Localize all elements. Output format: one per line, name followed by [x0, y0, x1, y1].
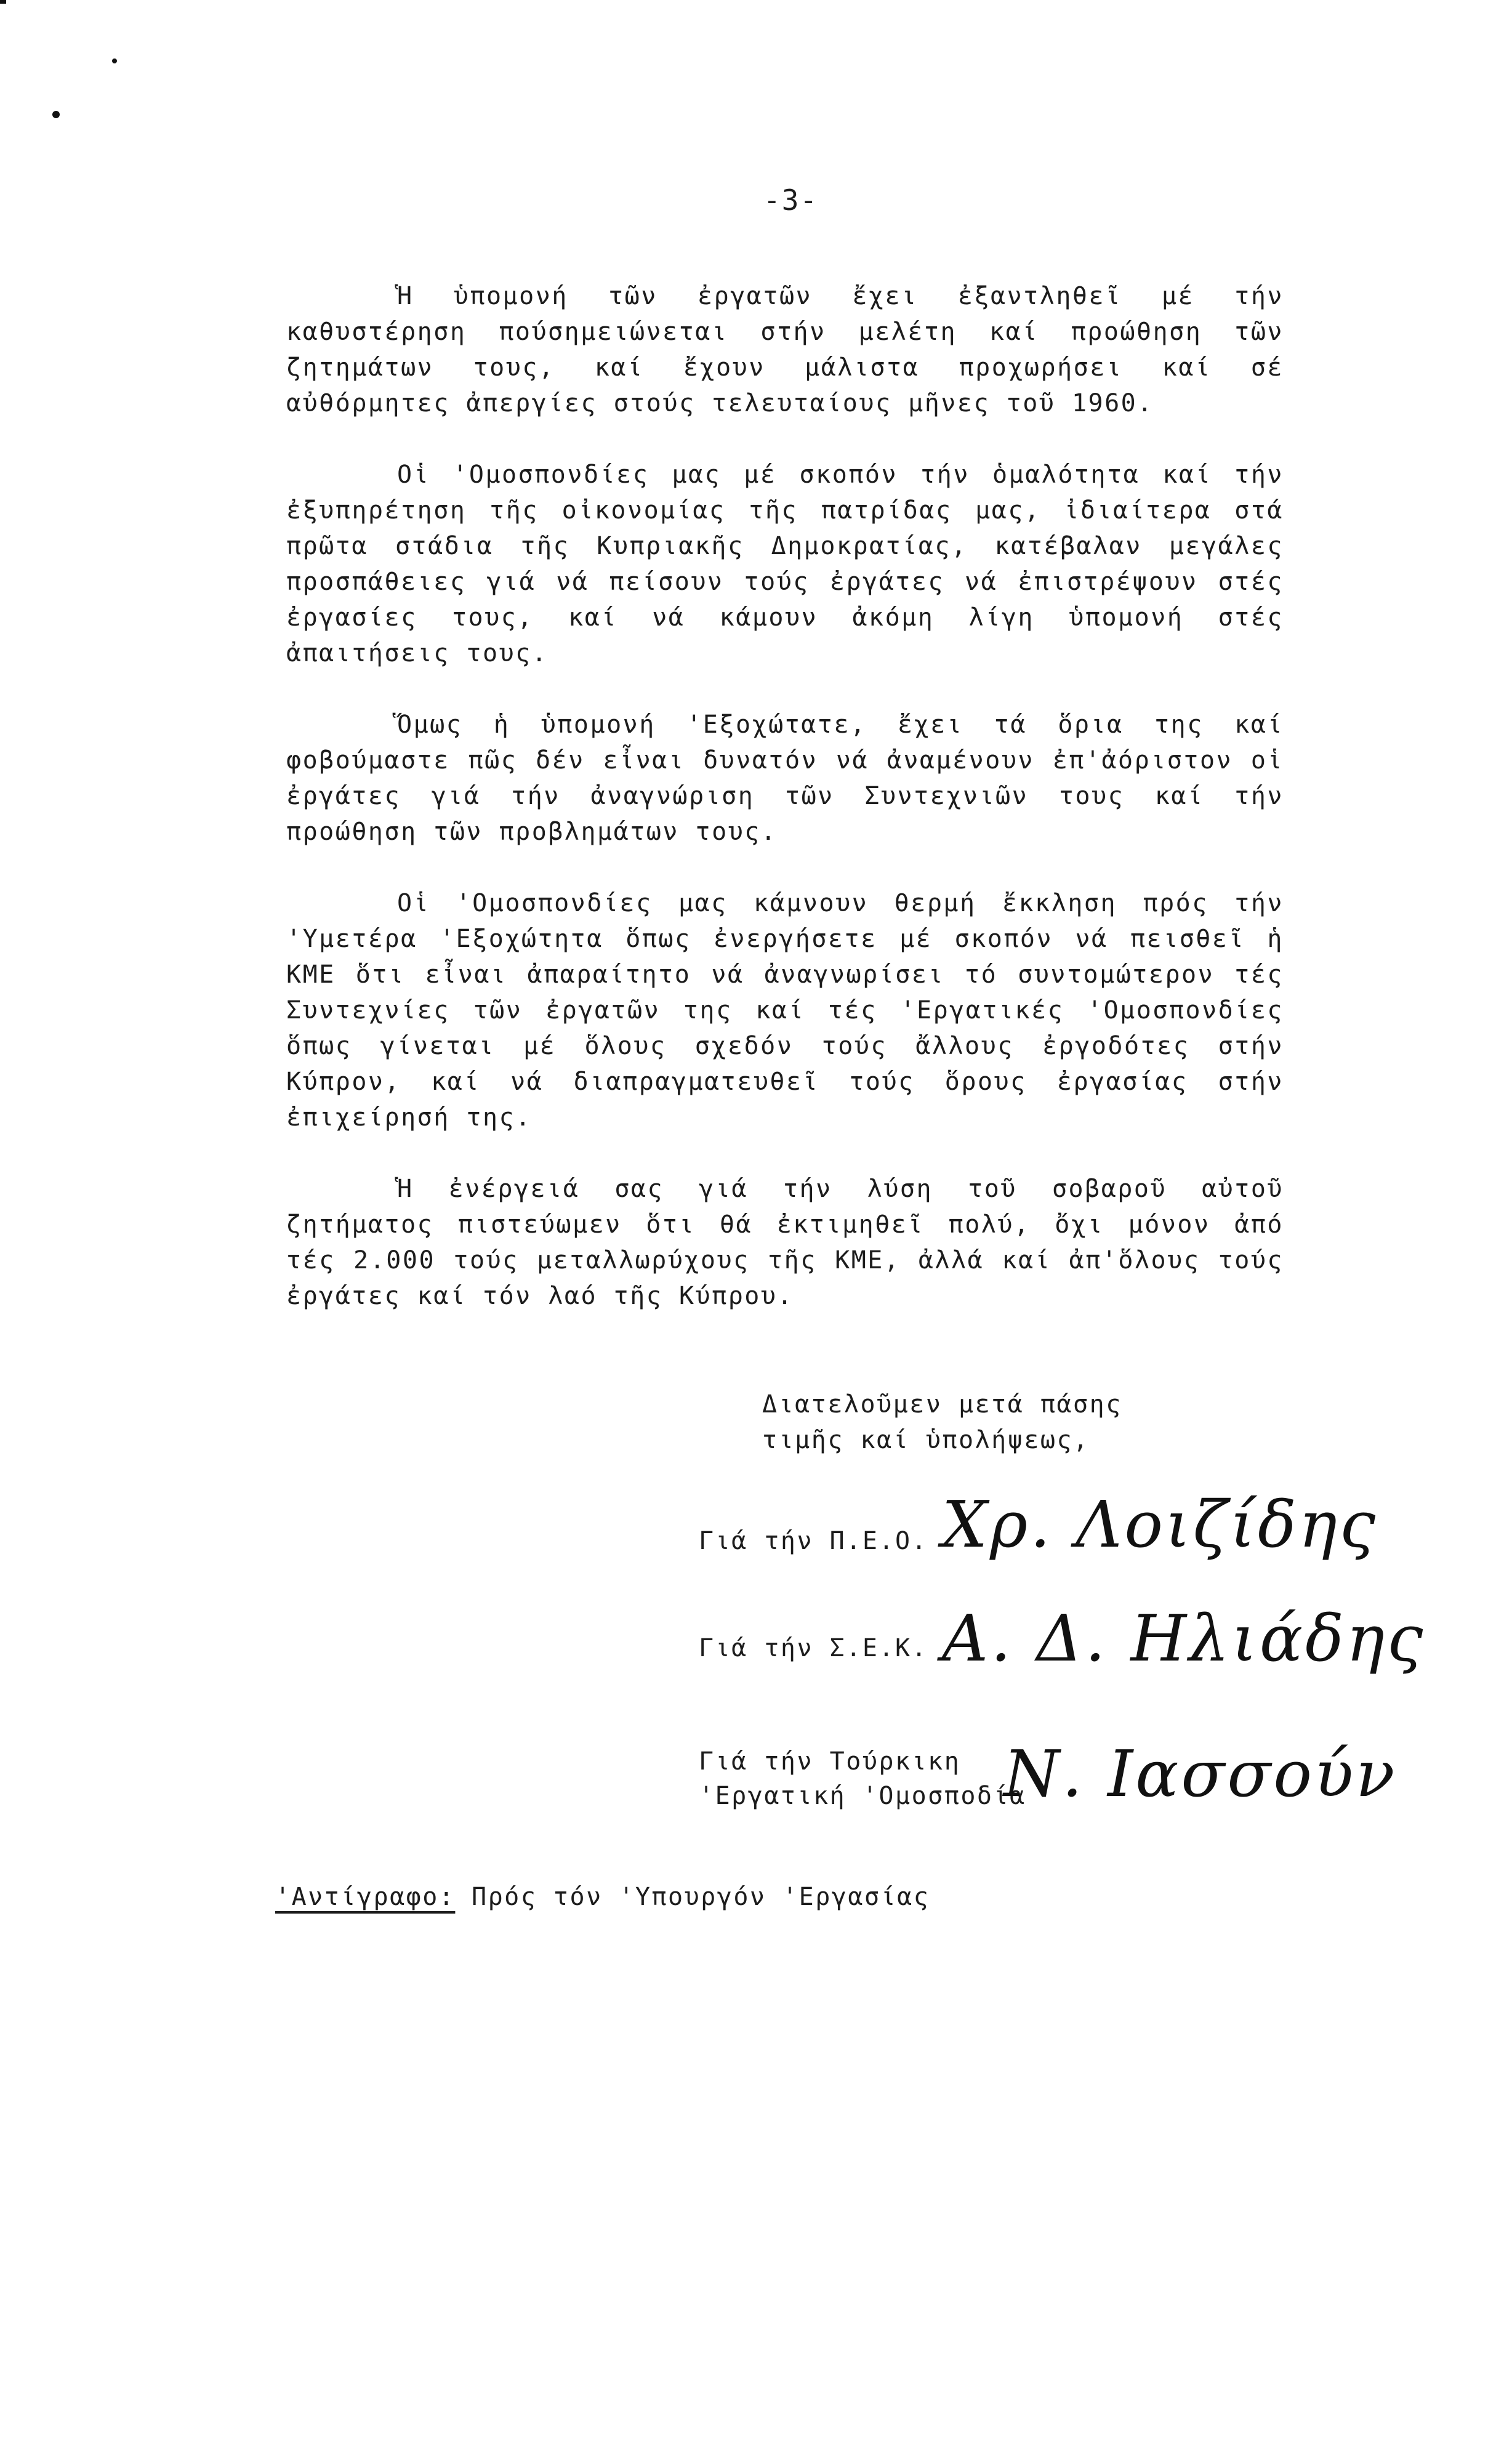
paragraph: Ὅμως ἡ ὑπομονή 'Εξοχώτατε, ἔχει τά ὅρια της καί φοβούμαστε πῶς δέν εἶναι δυνατόν νά ἀναμένουν ἐπ'ἀόριστον οἱ ἐργάτες γιά τήν ἀναγνώριση τῶν Συντεχνιῶν τους καί τήν προώθηση τῶν προβλημάτων τους. — [286, 711, 1284, 846]
scan-speck — [52, 111, 60, 118]
paragraph: Ἡ ἐνέργειά σας γιά τήν λύση τοῦ σοβαροῦ αὐτοῦ ζητήματος πιστεύωμεν ὅτι θά ἐκτιμηθεῖ πολύ, ὄχι μόνον ἀπό τές 2.000 τούς μεταλλωρύχους τῆς ΚΜΕ, ἀλλά καί ἀπ'ὅλους τούς ἐργάτες καί τόν λαό τῆς Κύπρου. — [286, 1175, 1284, 1310]
closing-line: τιμῆς καί ὑπολήψεως, — [762, 1426, 1090, 1454]
signature-turkish: Ν. Ιασσούν — [1003, 1736, 1397, 1811]
scan-speck — [112, 58, 117, 63]
signature-sek: Α. Δ. Ηλιάδης — [942, 1601, 1426, 1676]
signatory-label-sek: Γιά τήν Σ.Ε.Κ. — [699, 1634, 928, 1662]
paragraph: Οἱ 'Ομοσπονδίες μας μέ σκοπόν τήν ὁμαλότητα καί τήν ἐξυπηρέτηση τῆς οἰκονομίας τῆς πατρίδας μας, ἰδιαίτερα στά πρῶτα στάδια τῆς Κυπριακῆς Δημοκρατίας, κατέβαλαν μεγάλες προσπάθειες γιά νά πείσουν τούς ἐργάτες νά ἐπιστρέψουν στές ἐργασίες τους, καί νά κάμουν ἀκόμη λίγη ὑπομονή στές ἀπαιτήσεις τους. — [286, 461, 1284, 667]
paragraph: Ἡ ὑπομονή τῶν ἐργατῶν ἔχει ἐξαντληθεῖ μέ τήν καθυστέρηση πούσημειώνεται στήν μελέτη καί προώθηση τῶν ζητημάτων τους, καί ἔχουν μάλιστα προχωρήσει καί σέ αὐθόρμητες ἀπεργίες στούς τελευταίους μῆνες τοῦ 1960. — [286, 282, 1284, 417]
closing-line: Διατελοῦμεν μετά πάσης — [762, 1390, 1122, 1419]
scan-speck — [0, 0, 6, 4]
closing-formula — [762, 1387, 1122, 1458]
copy-recipient: Πρός τόν 'Υπουργόν 'Εργασίας — [472, 1883, 930, 1911]
copy-note — [275, 1883, 930, 1911]
signature-peo: Χρ. Λοιζίδης — [942, 1487, 1378, 1562]
page-number: -3- — [763, 183, 819, 217]
paragraph: Οἱ 'Ομοσπονδίες μας κάμνουν θερμή ἔκκληση πρός τήν 'Υμετέρα 'Εξοχώτητα ὅπως ἐνεργήσετε μέ σκοπόν νά πεισθεῖ ἡ ΚΜΕ ὅτι εἶναι ἀπαραίτητο νά ἀναγνωρίσει τό συντομώτερον τές Συντεχνίες τῶν ἐργατῶν της καί τές 'Εργατικές 'Ομοσπονδίες ὅπως γίνεται μέ ὅλους σχεδόν τούς ἄλλους ἐργοδότες στήν Κύπρον, καί νά διαπραγματευθεῖ τούς ὅρους ἐργασίας στήν ἐπιχείρησή της. — [286, 889, 1284, 1132]
signatory-label-peo: Γιά τήν Π.Ε.Ο. — [699, 1527, 928, 1555]
copy-label: 'Αντίγραφο: — [275, 1883, 456, 1911]
signatory-label-turkish-line1: Γιά τήν Τούρκικη — [699, 1747, 961, 1776]
signatory-label-turkish-line2: 'Εργατική 'Ομοσποδία — [699, 1782, 1026, 1810]
letter-body — [286, 278, 1284, 1350]
